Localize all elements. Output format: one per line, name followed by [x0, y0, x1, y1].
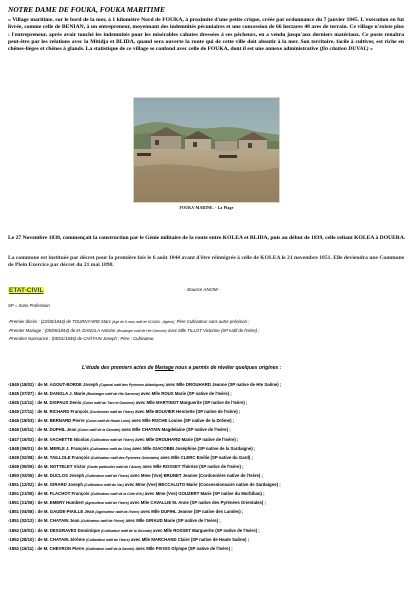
first-birth: -Première Naissance : (05/01/1845) de CHÂTAIN Joseph ; Père : Cultivateur. — [8, 336, 155, 342]
marriage-entry — [8, 526, 408, 535]
first-death: -Premier décès : (22/06/1844) de TOURNYAIRE Marc (Agé de 9 mois natif de KOUBA - Algérie); Père Cultivateur sans autre précision ; — [8, 319, 250, 324]
marriage-groom: -1849 (05/09) : de M. NOTTELET Victor — [8, 463, 87, 469]
marriage-groom-detail: (Agriculteur natif de l'Isère) — [84, 501, 129, 506]
marriage-groom-detail: (Caporal natif des Pyrénées Atlantiques) — [99, 383, 165, 387]
paragraph-route: Le 27 Novembre 1838, commençait la construction par le Génie militaire de la route entre KOLEA et BLIDA, puis au début de 1839, celle reliant KOLEA à DOUERA. — [8, 235, 406, 241]
first-marriage: -Premier Mariage : (05/06/1844) de M. DANGLA Antoine (Boulanger natif de Hte Garonne) avec Mlle TILLOT Victorine (SP natif de l'Isère) ; — [8, 327, 260, 333]
marriage-groom-detail: (Cultivateur natif de l'Ain) — [89, 446, 132, 451]
marriage-entry — [8, 507, 408, 516]
page-title: NOTRE DAME DE FOUKA, FOUKA MARITIME — [8, 5, 165, 14]
marriage-entry — [8, 380, 408, 389]
marriage-entry — [8, 453, 408, 462]
marriage-groom: -1851 (04/08) : de M. GAUDE-PIAILLE Jean — [8, 509, 96, 515]
marriage-groom-detail: (Cultivateur natif de l'Isère) — [80, 519, 125, 524]
marriage-bride: avec Mlle DROUHARD Jeanne (SP native de Hte Saône) ; — [164, 382, 282, 387]
marriage-entry — [8, 462, 408, 471]
marriage-entry — [8, 444, 408, 453]
marriage-groom: -1852 (16/11) : de M. CHEVRON Pierre — [8, 545, 86, 551]
marriage-entry — [8, 389, 408, 398]
marriage-bride: avec Mlle CLERC Emilie (SP native du Gard) ; — [159, 454, 253, 460]
marriage-groom: -1852 (28/10) : de M. CHATAIN Jérôme — [8, 536, 87, 542]
beach-photo-image — [133, 97, 280, 203]
marriage-groom: -1846 (18/03) : de M. BERNARD Pierre — [8, 418, 86, 424]
marriage-bride: avec Mlle ROSSET Marguerite (SP native de l'Isère) ; — [151, 527, 260, 533]
marriage-groom: -1852 (19/01) : de M. DESGRAVES Dominique — [8, 527, 102, 533]
marriage-bride: avec Mlle CAVALLIE M. Anne (SP native des Pyrénées Orientales) ; — [128, 500, 266, 506]
marriage-bride: avec Mlle GIACOBBI Joséphine (SP native de la Sardaigne) ; — [131, 445, 256, 451]
intro-quote — [8, 17, 404, 53]
marriage-groom: -1850 (02/05) : de M. DUCLOS Joseph — [8, 472, 86, 478]
marriage-entry — [8, 516, 408, 525]
intro-citation: (fin citation DUVAL) — [319, 46, 369, 53]
marriage-groom-detail: (Boulanger natif de Hte Garonne) — [86, 392, 140, 397]
marriage-bride: avec Mlle MARTINOT Marguerite (SP native de l'Isère) ; — [134, 400, 248, 406]
study-heading: L'étude des premiers actes de Mariage nous a permis de révéler quelques origines : — [82, 365, 282, 371]
etat-civil-heading: ETAT-CIVIL — [9, 287, 44, 294]
marriage-groom: -1845 (27/11) : de M. RICHARD François — [8, 409, 90, 415]
marriage-groom: -1845 (12/11) : de M. DISPAUS Denis — [8, 400, 83, 406]
marriage-groom: -1851 (12/02) : de M. GIRARD Joseph — [8, 482, 85, 488]
marriage-bride: avec Mlle DUFIHL Jeanne (SP native des Landes) ; — [139, 509, 244, 515]
marriage-bride: avec Mlle BOUVIER Henriette (SP native de l'Isère) ; — [133, 409, 241, 415]
marriage-groom-detail: (Cultivateur natif de la Côte d'Or) — [90, 492, 144, 497]
marriage-entry — [8, 480, 408, 489]
marriage-bride: avec Mlle DROUHARD Marie (SP native de l'Isère) ; — [133, 436, 239, 442]
marriages-list — [8, 380, 408, 553]
marriage-entry — [8, 398, 408, 407]
marriage-entry — [8, 407, 408, 416]
marriage-bride: avec Mme (Vve) BECCALUTO Marie (Concessionnaire native de Sardaigne) ; — [123, 482, 281, 488]
marriage-groom: -1845 (07/07) : de M. DANGLA J. Marie — [8, 391, 87, 397]
sp-legend: SP = Sans Profession — [8, 303, 50, 308]
marriage-bride: avec Mlle GIRAUD Marie (SP native de l'Isère) ; — [124, 518, 221, 524]
marriage-bride: avec Mlle ROCHE Louise (SP native de la Drôme) ; — [130, 418, 235, 424]
firsts-list — [8, 318, 408, 344]
marriage-groom-detail: (Cultivateur natif de l'Isère) — [86, 537, 130, 542]
marriage-bride: avec Mlle ROSSET Thérèze (SP native de l'Isère) ; — [141, 463, 244, 469]
marriage-groom-detail: (Agriculteur natif de l'Isère) — [95, 510, 140, 515]
marriage-groom: -1851 (21/06) : de M. EMERY Humbert — [8, 500, 85, 506]
marriage-entry — [8, 471, 408, 480]
marriage-entry — [8, 416, 408, 425]
marriage-entry — [8, 425, 408, 434]
marriage-groom-detail: (Cultivateur natif de l'Isère) — [90, 437, 134, 442]
marriage-entry — [8, 489, 408, 498]
study-link-mariage: Mariage — [154, 365, 174, 371]
marriage-groom: -1845 (18/02) : de M. AGOUT-BORDE Joseph — [8, 382, 100, 387]
photo-caption: FOUKA-MARINE. - La Plage — [179, 206, 234, 210]
marriage-groom-detail: (Colon natif du Tarn et Garonne) — [82, 401, 135, 406]
marriage-groom-detail: (Cultivateur natif de l'Isère) — [85, 473, 129, 478]
marriage-groom: -1846 (19/11) : de M. DUPHIL Jean — [8, 427, 78, 433]
beach-photo — [133, 97, 280, 203]
marriage-groom-detail: (Cultivateur natif du Var) — [84, 483, 124, 488]
marriage-groom-detail: (Cultivateur natif des Pyrénées Orientales) — [90, 455, 160, 460]
marriage-groom-detail: (Colon natif de Haute Loire) — [85, 419, 131, 424]
marriage-groom: -1847 (16/02) : de M. VACHETTE Nicolas — [8, 436, 91, 442]
marriage-groom-detail: (Colon natif de la Gironde) — [77, 428, 121, 433]
marriage-bride: avec Mlle PIVOIS Olympe (SP native de l'Isère) ; — [134, 545, 233, 551]
marriage-groom: -1849 (02/08) : de M. TAILLOLE François — [8, 454, 91, 460]
paragraph-commune: La commune est instituée par décret pour la première fois le 6 août 1844 avant d'être réintégrée à celle de KOLEA le 21 novembre 1851. Elle deviendra une Commune de Plein Exercice par décret du 21 mai 1890. — [8, 255, 405, 269]
marriage-entry — [8, 535, 408, 544]
marriage-bride: avec Mlle ROUX Marie (SP native de l'Isère) ; — [139, 391, 232, 397]
marriage-groom: -1851 (02/12) : de M. CHATAIN Jean — [8, 518, 81, 524]
intro-close: » — [368, 46, 373, 53]
marriage-groom: -1848 (06/01) : de M. MERLE J. François — [8, 445, 90, 451]
marriage-groom-detail: (Cordonnier natif de l'Isère) — [89, 410, 134, 415]
marriage-groom-detail: (Cultivateur natif de la Gironde) — [101, 528, 152, 533]
marriage-bride: avec Mme (Vve) BRUNET Jeanne (Cordonnière native de l'Isère) ; — [128, 472, 263, 478]
marriage-entry — [8, 544, 408, 553]
marriage-entry — [8, 435, 408, 444]
marriage-groom: -1851 (21/05) : de M. FLACHOT François — [8, 491, 91, 497]
marriage-bride: avec Mlle CHATAIN Magdelaine (SP native de l'Isère) ; — [120, 427, 231, 433]
marriage-entry — [8, 498, 408, 507]
intro-text: « Village maritime, sur le bord de la mer, à 1 kilomètre Nord de FOUKA, à proximité d'une petite crique, créée par ordonnance du 7 janvier 1845. L'exécution en fut livrée, comme celle de BENIAN, à un entrepreneur, moyennant des indemnités pécuniaires et une concession de 66 hectares 48 ares de terrain. Ce village n'existe plus : l'entrepreneur, après avoir touché les indemnités pour les misérables cahutes dressées à ses pêcheurs, en a vendu jusqu'aux derniers matériaux. Ce poste renaîtra peut-être par les relations avec la Mitidja et BLIDA, quand sera ouverte la route qui de cette ville doit aboutir à la mer. Son territoire, facile à cultiver, est riche en chênes-lièges et chênes à glands. La statistique de ce village se confond avec celle de FOUKA, dont il est une annexe administrative — [8, 17, 404, 53]
source-note: - Source ANOM - — [184, 288, 221, 293]
marriage-groom-detail: (Garde particulier natif de l'Aisne) — [86, 464, 142, 469]
marriage-bride: avec Mlle MARCHAND Claire (SP native de Haute Saône) ; — [129, 536, 250, 542]
marriage-groom-detail: (Cultivateur natif de la Savoie) — [85, 546, 135, 551]
marriage-bride: avec Mme (Vve) GOUZERT Marie (SP native du Morbihan) ; — [143, 491, 265, 497]
